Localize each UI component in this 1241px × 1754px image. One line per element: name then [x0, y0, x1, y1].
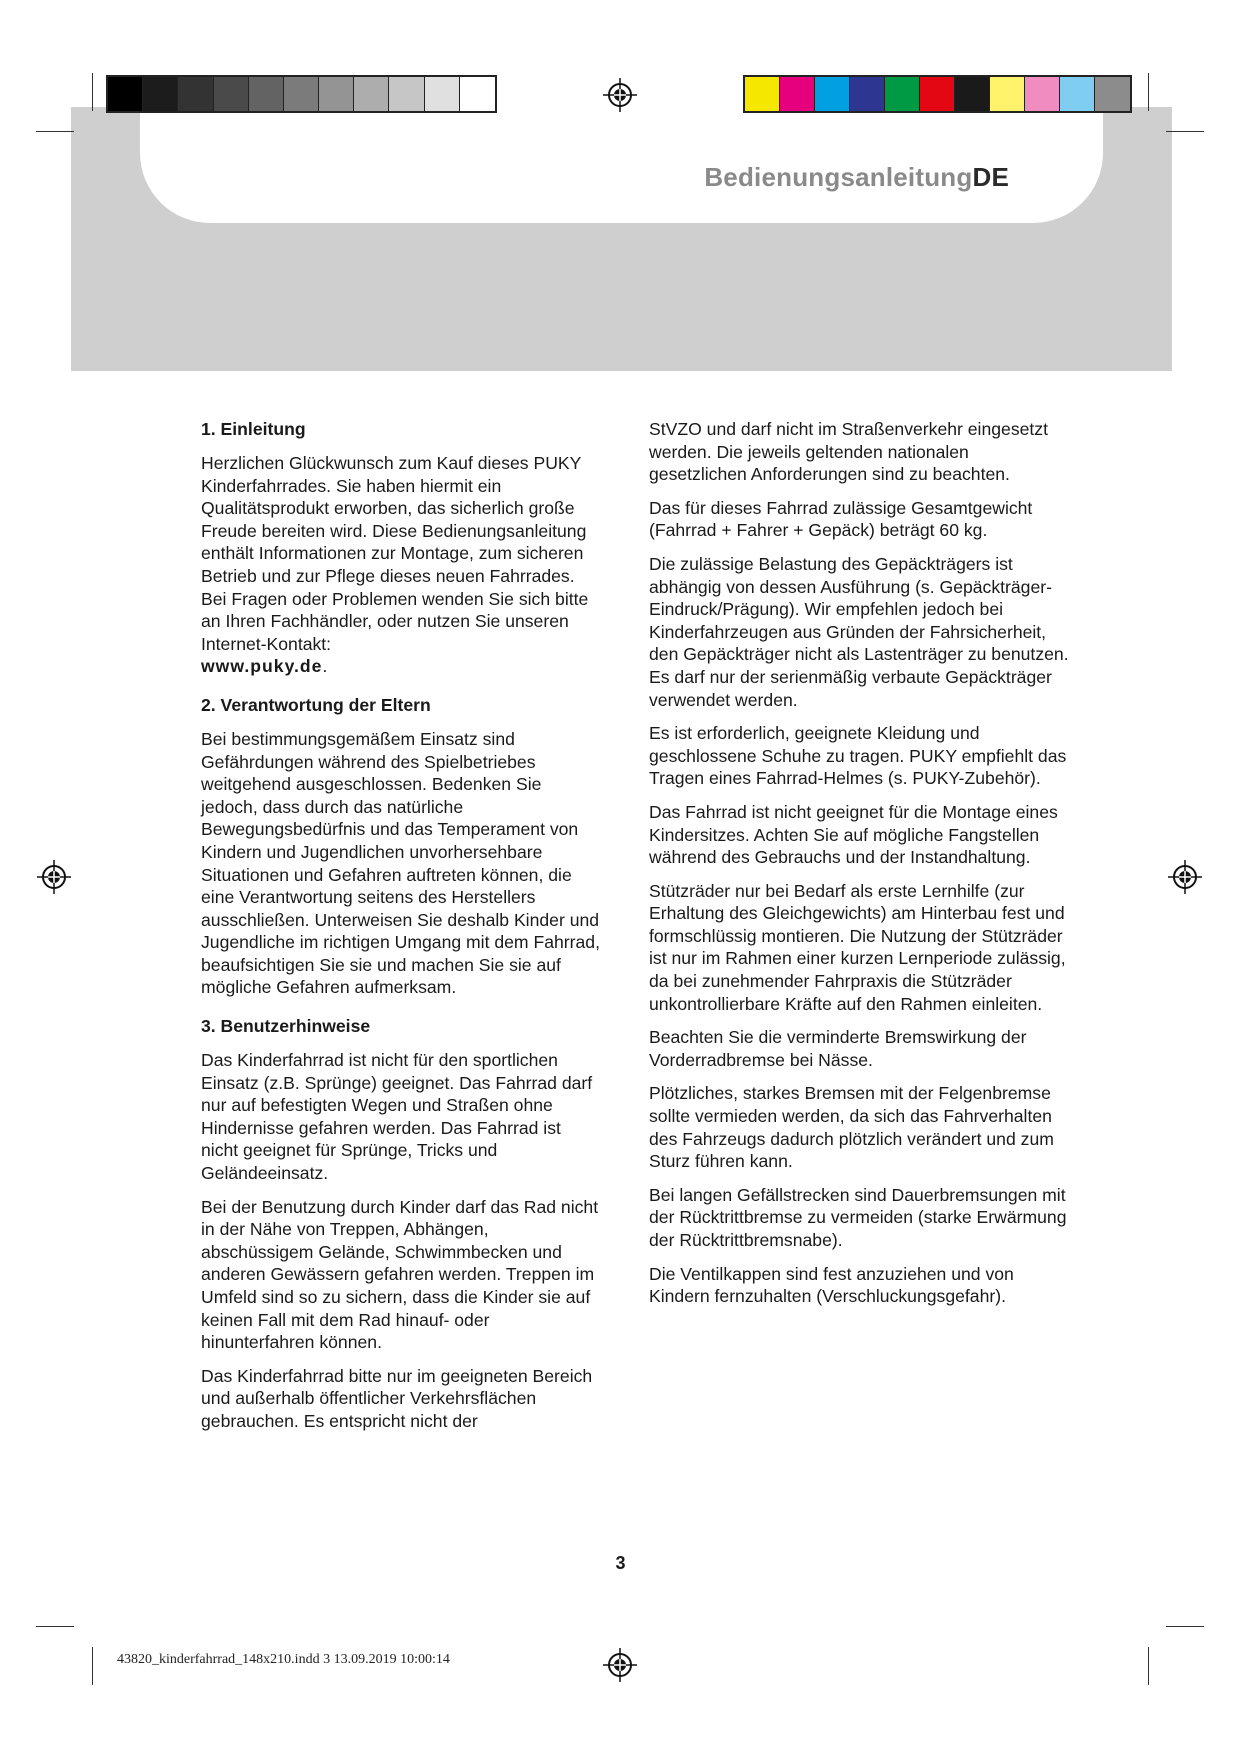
color-swatch	[885, 77, 920, 111]
paragraph: Das Kinderfahrrad ist nicht für den sportlichen Einsatz (z.B. Sprünge) geeignet. Das Fahrrad darf nur auf befestigten Wegen und Straßen ohne Hindernisse gefahren werden. Das Fahrrad ist nicht geeignet für Sprünge, Tricks und Geländeeinsatz.	[201, 1050, 593, 1184]
grayscale-color-bar	[106, 75, 497, 113]
color-swatch	[284, 77, 319, 111]
color-swatch	[780, 77, 815, 111]
language-code: DE	[972, 162, 1009, 192]
paragraph: Es ist erforderlich, geeignete Kleidung und geschlossene Schuhe zu tragen. PUKY empfiehlt das Tragen eines Fahrrad-Helmes (s. PUKY-Zubehör).	[649, 723, 1067, 789]
color-swatch	[425, 77, 460, 111]
section-user-notes	[201, 1015, 601, 1433]
color-swatch	[920, 77, 955, 111]
crop-mark	[1166, 1626, 1204, 1627]
color-swatch	[850, 77, 885, 111]
process-color-bar	[743, 75, 1132, 113]
crop-mark	[92, 73, 93, 111]
paragraph: StVZO und darf nicht im Straßenverkehr eingesetzt werden. Die jeweils geltenden nationalen gesetzlichen Anforderungen sind zu beachten.	[649, 419, 1048, 485]
color-swatch	[460, 77, 495, 111]
section-parental-responsibility	[201, 694, 601, 999]
crop-mark	[92, 1647, 93, 1685]
crop-mark	[36, 131, 74, 132]
registration-mark-icon	[603, 78, 637, 112]
crop-mark	[36, 1626, 74, 1627]
registration-mark-icon	[1168, 860, 1202, 894]
paragraph: Herzlichen Glückwunsch zum Kauf dieses PUKY Kinderfahrrades. Sie haben hiermit ein Qualitätsprodukt erworben, das sicherlich große Freude bereiten wird. Diese Bedienungsanleitung enthält Informationen zur Montage, zum sicheren Betrieb und zur Pflege dieses neuen Fahrrades. Bei Fragen oder Problemen wenden Sie sich bitte an Ihren Fachhändler, oder nutzen Sie unseren Internet-Kontakt: www.puky.de.	[201, 453, 589, 677]
color-swatch	[1095, 77, 1130, 111]
color-swatch	[955, 77, 990, 111]
section-heading: 1. Einleitung	[201, 419, 306, 439]
paragraph: Beachten Sie die verminderte Bremswirkung der Vorderradbremse bei Nässe.	[649, 1027, 1027, 1070]
section-heading: 2. Verantwortung der Eltern	[201, 694, 431, 715]
crop-mark	[1148, 73, 1149, 111]
left-column	[201, 418, 601, 1449]
color-swatch	[990, 77, 1025, 111]
color-swatch	[354, 77, 389, 111]
print-file-info: 43820_kinderfahrrad_148x210.indd 3 13.09.2019 10:00:14	[117, 1652, 450, 1667]
color-swatch	[178, 77, 213, 111]
registration-mark-icon	[603, 1648, 637, 1682]
color-swatch	[815, 77, 850, 111]
crop-mark	[1166, 131, 1204, 132]
right-column	[649, 418, 1069, 1319]
section-heading: 3. Benutzerhinweise	[201, 1016, 371, 1037]
paragraph: Die zulässige Belastung des Gepäckträgers ist abhängig von dessen Ausführung (s. Gepäckträger-Eindruck/Prägung). Wir empfehlen jedoch bei Kinderfahrzeugen aus Gründen der Fahrsicherheit, den Gepäckträger nicht als Lastenträger zu benutzen. Es darf nur der serienmäßig verbaute Gepäckträger verwendet werden.	[649, 553, 1069, 710]
paragraph: Die Ventilkappen sind fest anzuziehen und von Kindern fernzuhalten (Verschluckungsgefahr).	[649, 1263, 1014, 1307]
page-number: 3	[615, 1553, 626, 1573]
paragraph: Das für dieses Fahrrad zulässige Gesamtgewicht (Fahrrad + Fahrer + Gepäck) beträgt 60 kg.	[649, 497, 1033, 541]
color-swatch	[389, 77, 424, 111]
color-swatch	[319, 77, 354, 111]
registration-mark-icon	[37, 860, 71, 894]
paragraph: Bei langen Gefällstrecken sind Dauerbremsungen mit der Rücktrittbremse zu vermeiden (starke Erwärmung der Rücktrittbremsnabe).	[649, 1184, 1067, 1250]
color-swatch	[745, 77, 780, 111]
color-swatch	[249, 77, 284, 111]
color-swatch	[143, 77, 178, 111]
crop-mark	[1148, 1647, 1149, 1685]
page-title: BedienungsanleitungDE	[704, 162, 1009, 192]
color-swatch	[1060, 77, 1095, 111]
paragraph: Plötzliches, starkes Bremsen mit der Felgenbremse sollte vermieden werden, da sich das Fahrverhalten des Fahrzeugs dadurch plötzlich verändert und zum Sturz führen kann.	[649, 1083, 1054, 1172]
paragraph: Bei bestimmungsgemäßem Einsatz sind Gefährdungen während des Spielbetriebes weitgehend ausgeschlossen. Bedenken Sie jedoch, dass durch das natürliche Bewegungsbedürfnis und das Temperament von Kindern und Jugendlichen unvorhersehbare Situationen und Gefahren auftreten können, die eine Verantwortung seitens des Herstellers ausschließen. Unterweisen Sie deshalb Kinder und Jugendliche im richtigen Umgang mit dem Fahrrad, beaufsichtigen Sie sie und machen Sie sie auf mögliche Gefahren aufmerksam.	[201, 728, 600, 998]
color-swatch	[1025, 77, 1060, 111]
paragraph: Stützräder nur bei Bedarf als erste Lernhilfe (zur Erhaltung des Gleichgewichts) am Hinterbau fest und formschlüssig montieren. Die Nutzung der Stützräder ist nur im Rahmen einer kurzen Lernperiode zulässig, da bei zunehmender Fahrpraxis die Stützräder unkontrollierbare Kräfte auf den Rahmen einleiten.	[649, 880, 1066, 1014]
paragraph: Das Kinderfahrrad bitte nur im geeigneten Bereich und außerhalb öffentlicher Verkehrsflächen gebrauchen. Es entspricht nicht der	[201, 1365, 593, 1431]
section-introduction	[201, 418, 601, 678]
color-swatch	[214, 77, 249, 111]
website-link[interactable]: www.puky.de	[201, 656, 323, 677]
color-swatch	[108, 77, 143, 111]
paragraph: Bei der Benutzung durch Kinder darf das Rad nicht in der Nähe von Treppen, Abhängen, abschüssigem Gelände, Schwimmbecken und anderen Gewässern gefahren werden. Treppen im Umfeld sind so zu sichern, dass die Kinder sie auf keinen Fall mit dem Rad hinauf- oder hinunterfahren können.	[201, 1196, 599, 1353]
paragraph: Das Fahrrad ist nicht geeignet für die Montage eines Kindersitzes. Achten Sie auf mögliche Fangstellen während des Gebrauchs und der Instandhaltung.	[649, 801, 1058, 868]
